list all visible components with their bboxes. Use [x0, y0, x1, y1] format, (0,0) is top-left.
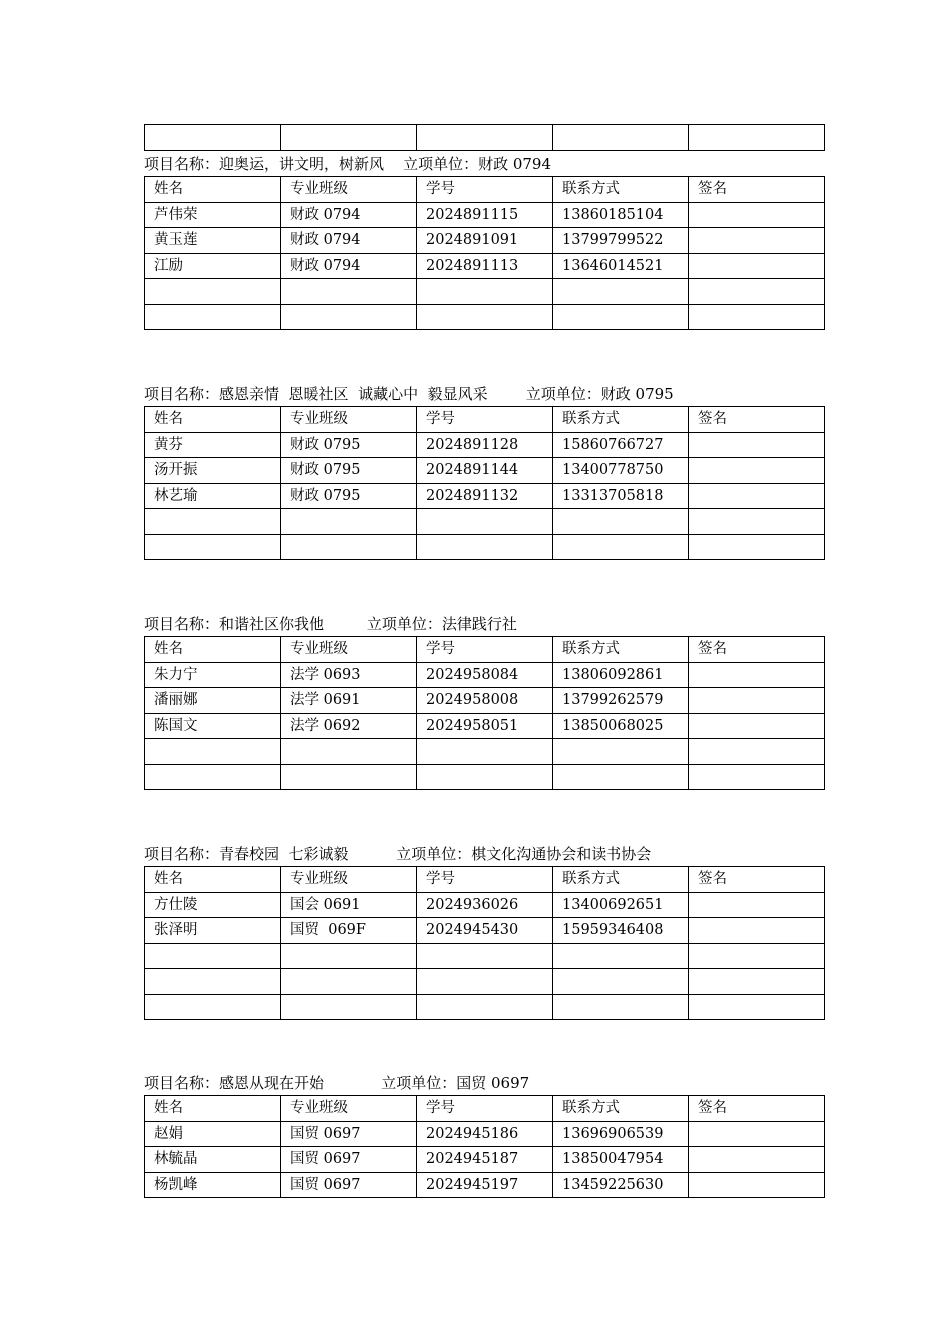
cell-name: 赵娟	[145, 1121, 281, 1147]
cell-name: 林艺瑜	[145, 483, 281, 509]
cell-class	[281, 969, 417, 995]
column-header-student-id: 学号	[417, 637, 553, 663]
project-title: 项目名称：感恩亲情 恩暖社区 诚藏心中 毅显风采 立项单位：财政 0795	[144, 385, 674, 403]
cell-student-id	[417, 279, 553, 305]
cell-student-id: 2024945430	[417, 918, 553, 944]
cell-class: 法学 0693	[281, 662, 417, 688]
cell-name: 黄芬	[145, 432, 281, 458]
cell-signature	[689, 918, 825, 944]
column-header-contact: 联系方式	[553, 637, 689, 663]
cell-student-id: 2024958008	[417, 688, 553, 714]
table-row	[145, 943, 825, 969]
cell-student-id: 2024945187	[417, 1147, 553, 1173]
project-table	[144, 866, 825, 1020]
table-row	[145, 458, 825, 484]
cell-name	[145, 509, 281, 535]
column-header-signature: 签名	[689, 177, 825, 203]
cell-name	[145, 279, 281, 305]
cell-student-id: 2024891132	[417, 483, 553, 509]
cell-contact: 13313705818	[553, 483, 689, 509]
column-header-contact: 联系方式	[553, 407, 689, 433]
cell-name	[145, 739, 281, 765]
column-header-class: 专业班级	[281, 407, 417, 433]
cell-class	[281, 304, 417, 330]
column-header-name: 姓名	[145, 407, 281, 433]
cell-signature	[689, 764, 825, 790]
table-row	[145, 534, 825, 560]
table-row	[145, 918, 825, 944]
cell-class: 国贸 0697	[281, 1147, 417, 1173]
table-row	[145, 1121, 825, 1147]
cell-name: 陈国文	[145, 713, 281, 739]
cell-contact	[553, 534, 689, 560]
cell-class	[281, 943, 417, 969]
cell-name	[145, 304, 281, 330]
cell-class: 财政 0795	[281, 432, 417, 458]
column-header-contact: 联系方式	[553, 867, 689, 893]
table-row	[145, 432, 825, 458]
cell-class: 财政 0795	[281, 483, 417, 509]
cell-name: 黄玉莲	[145, 228, 281, 254]
cell-contact: 13400692651	[553, 892, 689, 918]
cell-class	[281, 764, 417, 790]
project-table	[144, 1095, 825, 1198]
cell-contact	[553, 739, 689, 765]
cell-signature	[689, 253, 825, 279]
cell-contact: 13850047954	[553, 1147, 689, 1173]
table-cell	[689, 125, 825, 151]
table-row	[145, 125, 825, 151]
table-cell	[553, 125, 689, 151]
column-header-student-id: 学号	[417, 867, 553, 893]
cell-contact	[553, 969, 689, 995]
cell-contact: 13799262579	[553, 688, 689, 714]
cell-name: 林毓晶	[145, 1147, 281, 1173]
project-title: 项目名称：和谐社区你我他 立项单位：法律践行社	[144, 615, 517, 633]
previous-table-tail	[144, 124, 825, 151]
cell-signature	[689, 1121, 825, 1147]
cell-contact: 15959346408	[553, 918, 689, 944]
table-header-row	[145, 177, 825, 203]
cell-contact: 13646014521	[553, 253, 689, 279]
column-header-contact: 联系方式	[553, 1096, 689, 1122]
cell-contact: 13860185104	[553, 202, 689, 228]
table-row	[145, 662, 825, 688]
cell-student-id	[417, 994, 553, 1020]
project-table	[144, 636, 825, 790]
table-header-row	[145, 1096, 825, 1122]
table-row	[145, 228, 825, 254]
table-cell	[281, 125, 417, 151]
cell-name: 朱力宁	[145, 662, 281, 688]
cell-name: 杨凯峰	[145, 1172, 281, 1198]
table-row	[145, 1172, 825, 1198]
column-header-signature: 签名	[689, 1096, 825, 1122]
cell-contact	[553, 994, 689, 1020]
cell-student-id: 2024891091	[417, 228, 553, 254]
cell-signature	[689, 279, 825, 305]
column-header-signature: 签名	[689, 637, 825, 663]
cell-contact	[553, 764, 689, 790]
column-header-signature: 签名	[689, 867, 825, 893]
cell-signature	[689, 432, 825, 458]
column-header-name: 姓名	[145, 177, 281, 203]
cell-student-id: 2024945197	[417, 1172, 553, 1198]
table-row	[145, 202, 825, 228]
cell-student-id: 2024891113	[417, 253, 553, 279]
cell-signature	[689, 483, 825, 509]
cell-name: 汤开振	[145, 458, 281, 484]
project-title: 项目名称：感恩从现在开始 立项单位：国贸 0697	[144, 1074, 530, 1092]
cell-name	[145, 534, 281, 560]
cell-student-id	[417, 509, 553, 535]
cell-student-id: 2024945186	[417, 1121, 553, 1147]
project-table	[144, 176, 825, 330]
cell-student-id	[417, 943, 553, 969]
cell-class	[281, 534, 417, 560]
cell-contact: 13806092861	[553, 662, 689, 688]
cell-student-id: 2024958051	[417, 713, 553, 739]
cell-contact	[553, 304, 689, 330]
cell-student-id: 2024936026	[417, 892, 553, 918]
cell-name: 芦伟荣	[145, 202, 281, 228]
column-header-class: 专业班级	[281, 867, 417, 893]
table-header-row	[145, 867, 825, 893]
table-row	[145, 509, 825, 535]
cell-contact: 13459225630	[553, 1172, 689, 1198]
table-row	[145, 304, 825, 330]
table-row	[145, 969, 825, 995]
project-title: 项目名称：青春校园 七彩诚毅 立项单位：棋文化沟通协会和读书协会	[144, 845, 652, 863]
table-row	[145, 1147, 825, 1173]
cell-student-id: 2024958084	[417, 662, 553, 688]
cell-name	[145, 764, 281, 790]
cell-student-id	[417, 534, 553, 560]
cell-class: 财政 0794	[281, 253, 417, 279]
cell-signature	[689, 969, 825, 995]
cell-student-id	[417, 739, 553, 765]
cell-signature	[689, 458, 825, 484]
cell-class: 国贸 0697	[281, 1121, 417, 1147]
cell-class: 国贸 069F	[281, 918, 417, 944]
project-table	[144, 406, 825, 560]
cell-class: 财政 0794	[281, 228, 417, 254]
cell-class	[281, 279, 417, 305]
cell-class	[281, 994, 417, 1020]
column-header-class: 专业班级	[281, 637, 417, 663]
cell-signature	[689, 1172, 825, 1198]
table-row	[145, 892, 825, 918]
cell-contact: 13696906539	[553, 1121, 689, 1147]
cell-class: 法学 0692	[281, 713, 417, 739]
project-title: 项目名称：迎奥运，讲文明，树新风 立项单位：财政 0794	[144, 155, 552, 173]
table-row	[145, 688, 825, 714]
cell-signature	[689, 228, 825, 254]
column-header-student-id: 学号	[417, 1096, 553, 1122]
cell-contact	[553, 279, 689, 305]
cell-class: 国贸 0697	[281, 1172, 417, 1198]
table-row	[145, 253, 825, 279]
table-header-row	[145, 407, 825, 433]
cell-student-id	[417, 764, 553, 790]
cell-contact: 15860766727	[553, 432, 689, 458]
cell-student-id: 2024891115	[417, 202, 553, 228]
cell-signature	[689, 739, 825, 765]
table-row	[145, 279, 825, 305]
cell-signature	[689, 713, 825, 739]
table-row	[145, 483, 825, 509]
cell-signature	[689, 202, 825, 228]
cell-student-id	[417, 969, 553, 995]
cell-name	[145, 969, 281, 995]
column-header-name: 姓名	[145, 637, 281, 663]
cell-class	[281, 509, 417, 535]
cell-signature	[689, 509, 825, 535]
cell-student-id: 2024891128	[417, 432, 553, 458]
cell-signature	[689, 662, 825, 688]
cell-class: 财政 0795	[281, 458, 417, 484]
cell-contact	[553, 943, 689, 969]
column-header-class: 专业班级	[281, 1096, 417, 1122]
cell-contact: 13400778750	[553, 458, 689, 484]
cell-student-id	[417, 304, 553, 330]
cell-class	[281, 739, 417, 765]
column-header-student-id: 学号	[417, 177, 553, 203]
column-header-name: 姓名	[145, 1096, 281, 1122]
cell-name: 张泽明	[145, 918, 281, 944]
cell-contact	[553, 509, 689, 535]
table-row	[145, 713, 825, 739]
cell-name	[145, 994, 281, 1020]
cell-signature	[689, 688, 825, 714]
cell-signature	[689, 304, 825, 330]
column-header-class: 专业班级	[281, 177, 417, 203]
cell-contact: 13799799522	[553, 228, 689, 254]
column-header-student-id: 学号	[417, 407, 553, 433]
table-header-row	[145, 637, 825, 663]
cell-signature	[689, 1147, 825, 1173]
column-header-name: 姓名	[145, 867, 281, 893]
column-header-signature: 签名	[689, 407, 825, 433]
cell-name: 江励	[145, 253, 281, 279]
cell-contact: 13850068025	[553, 713, 689, 739]
column-header-contact: 联系方式	[553, 177, 689, 203]
table-row	[145, 994, 825, 1020]
cell-name	[145, 943, 281, 969]
table-cell	[145, 125, 281, 151]
table-row	[145, 739, 825, 765]
table-row	[145, 764, 825, 790]
cell-signature	[689, 892, 825, 918]
cell-class: 财政 0794	[281, 202, 417, 228]
cell-student-id: 2024891144	[417, 458, 553, 484]
cell-signature	[689, 534, 825, 560]
cell-signature	[689, 943, 825, 969]
cell-class: 国会 0691	[281, 892, 417, 918]
cell-name: 潘丽娜	[145, 688, 281, 714]
cell-name: 方仕陵	[145, 892, 281, 918]
cell-signature	[689, 994, 825, 1020]
cell-class: 法学 0691	[281, 688, 417, 714]
table-cell	[417, 125, 553, 151]
